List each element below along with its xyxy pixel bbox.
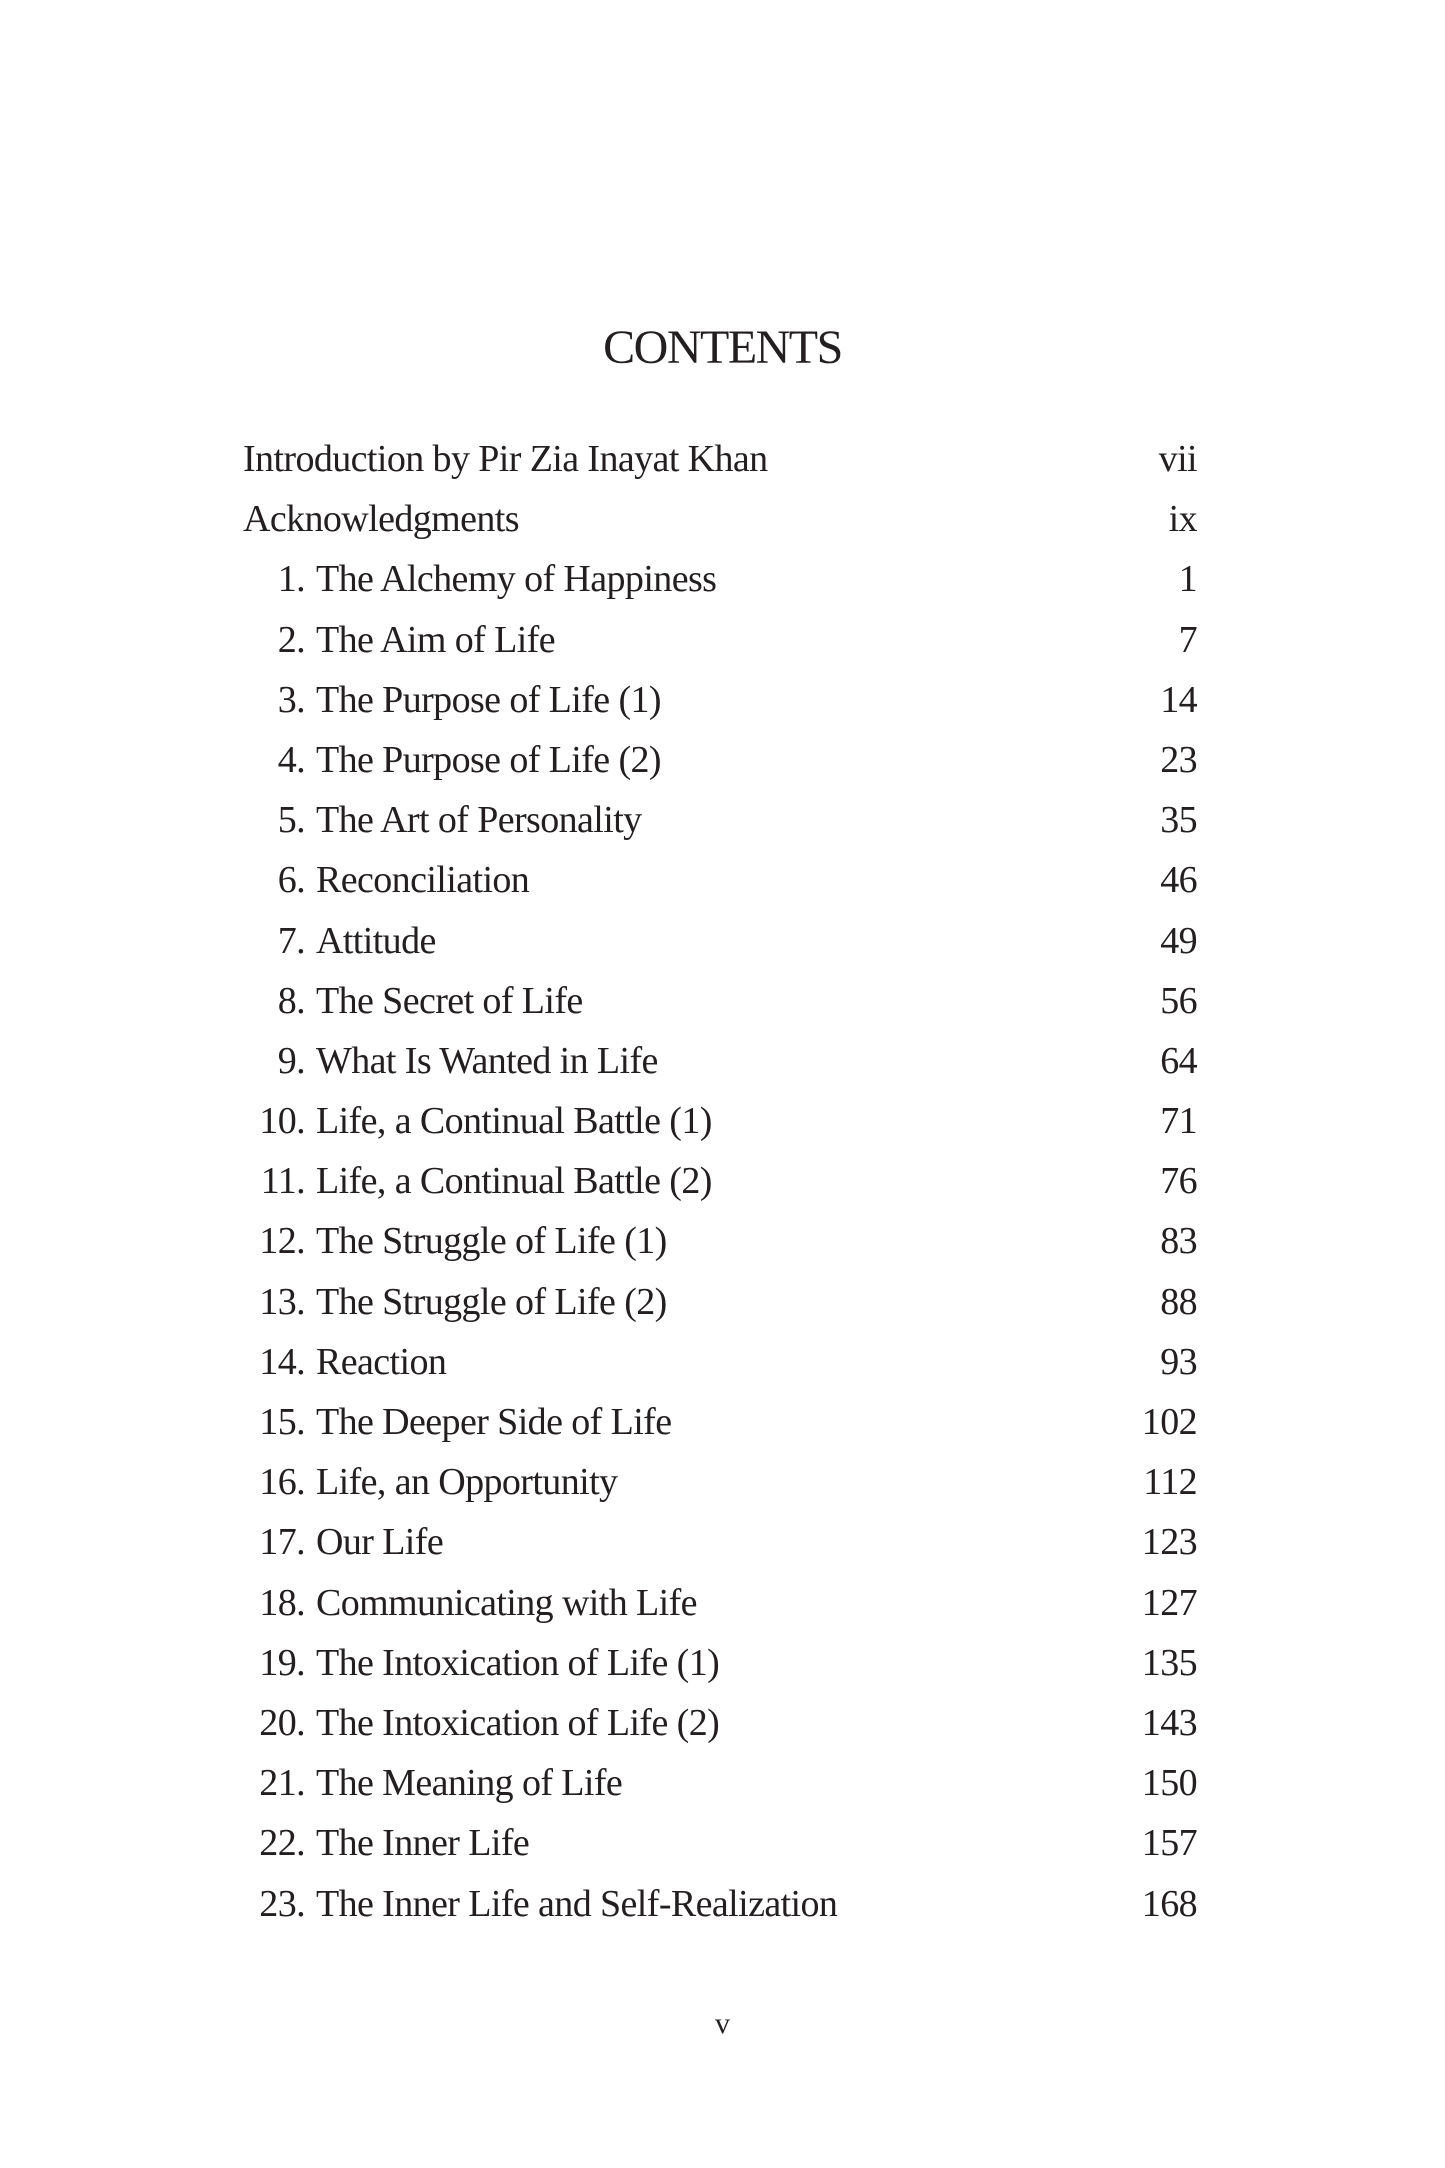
toc-entry-chapter[interactable] <box>0 1753 1445 1813</box>
chapter-page: 76 <box>1160 1160 1197 1203</box>
toc-entry-chapter[interactable] <box>0 1633 1445 1693</box>
chapter-number: 17. <box>259 1521 305 1564</box>
toc-entry-page: ix <box>1168 498 1197 541</box>
toc-entry-chapter[interactable] <box>0 1452 1445 1512</box>
chapter-page: 168 <box>1141 1882 1197 1925</box>
chapter-page: 127 <box>1141 1581 1197 1624</box>
chapter-title: The Inner Life and Self-Realization <box>316 1882 838 1925</box>
chapter-title: Life, a Continual Battle (1) <box>316 1100 712 1143</box>
chapter-number: 20. <box>259 1701 305 1744</box>
chapter-number: 22. <box>259 1822 305 1865</box>
chapter-title: The Meaning of Life <box>316 1762 623 1805</box>
chapter-title: The Art of Personality <box>316 799 642 842</box>
chapter-number: 21. <box>259 1762 305 1805</box>
toc-entry-chapter[interactable] <box>0 670 1445 730</box>
chapter-title: The Purpose of Life (1) <box>316 678 661 721</box>
chapter-page: 88 <box>1160 1280 1197 1323</box>
chapter-page: 150 <box>1141 1762 1197 1805</box>
chapter-page: 23 <box>1160 738 1197 781</box>
chapter-number: 6. <box>277 859 305 902</box>
chapter-title: The Struggle of Life (1) <box>316 1220 667 1263</box>
toc-entry-chapter[interactable] <box>0 971 1445 1031</box>
chapter-number: 8. <box>277 979 305 1022</box>
toc-entry-chapter[interactable] <box>0 1091 1445 1151</box>
chapter-title: The Purpose of Life (2) <box>316 738 661 781</box>
chapter-number: 19. <box>259 1641 305 1684</box>
chapter-number: 15. <box>259 1401 305 1443</box>
toc-entry-chapter[interactable] <box>0 1573 1445 1633</box>
toc-entry-chapter[interactable] <box>0 1151 1445 1211</box>
page-number: v <box>715 2007 730 2040</box>
chapter-page: 71 <box>1160 1100 1197 1143</box>
chapter-title: The Secret of Life <box>316 979 583 1022</box>
chapter-number: 2. <box>277 618 305 661</box>
toc-entry-chapter[interactable] <box>0 1392 1445 1452</box>
chapter-number: 5. <box>277 799 305 842</box>
toc-entry-chapter[interactable] <box>0 1813 1445 1873</box>
toc-entry-acknowledgments[interactable] <box>0 489 1445 549</box>
chapter-page: 102 <box>1141 1401 1197 1443</box>
chapter-page: 143 <box>1141 1701 1197 1744</box>
toc-entry-chapter[interactable] <box>0 610 1445 670</box>
chapter-title: Communicating with Life <box>316 1581 697 1624</box>
chapter-title: Life, a Continual Battle (2) <box>316 1160 712 1203</box>
chapter-page: 112 <box>1143 1461 1197 1504</box>
chapter-page: 14 <box>1160 678 1197 721</box>
chapter-page: 56 <box>1160 979 1197 1022</box>
toc-entry-chapter[interactable] <box>0 1031 1445 1091</box>
chapter-title: Attitude <box>316 919 436 962</box>
chapter-title: Reaction <box>316 1340 447 1383</box>
chapter-page: 157 <box>1141 1822 1197 1865</box>
toc-entry-chapter[interactable] <box>0 1272 1445 1332</box>
chapter-page: 135 <box>1141 1641 1197 1684</box>
chapter-number: 23. <box>259 1882 305 1925</box>
chapter-number: 14. <box>259 1340 305 1383</box>
chapter-number: 13. <box>259 1280 305 1323</box>
toc-entry-chapter[interactable] <box>0 1512 1445 1572</box>
chapter-title: Our Life <box>316 1521 444 1564</box>
chapter-page: 1 <box>1178 558 1197 601</box>
toc-entry-chapter[interactable] <box>0 730 1445 790</box>
toc-entry-chapter[interactable] <box>0 1874 1445 1934</box>
chapter-number: 18. <box>259 1581 305 1624</box>
chapter-page: 93 <box>1160 1340 1197 1383</box>
chapter-title: The Aim of Life <box>316 618 555 661</box>
chapter-page: 123 <box>1141 1521 1197 1564</box>
chapter-number: 16. <box>259 1461 305 1504</box>
chapter-number: 12. <box>259 1220 305 1263</box>
chapter-page: 46 <box>1160 859 1197 902</box>
chapter-title: The Struggle of Life (2) <box>316 1280 667 1323</box>
chapter-number: 1. <box>277 558 305 601</box>
chapter-page: 64 <box>1160 1039 1197 1082</box>
chapter-page: 35 <box>1160 799 1197 842</box>
chapter-title: The Inner Life <box>316 1822 530 1865</box>
toc-entry-chapter[interactable] <box>0 850 1445 910</box>
toc-entry-chapter[interactable] <box>0 549 1445 609</box>
table-of-contents <box>0 429 1445 1934</box>
toc-entry-chapter[interactable] <box>0 1211 1445 1271</box>
chapter-number: 11. <box>260 1160 305 1203</box>
chapter-number: 9. <box>277 1039 305 1082</box>
toc-entry-chapter[interactable] <box>0 1693 1445 1753</box>
toc-entry-title: Acknowledgments <box>243 498 519 541</box>
chapter-title: The Intoxication of Life (2) <box>316 1701 720 1744</box>
chapter-number: 3. <box>277 678 305 721</box>
toc-entry-chapter[interactable] <box>0 1332 1445 1392</box>
chapter-number: 10. <box>259 1100 305 1143</box>
chapter-page: 7 <box>1178 618 1197 661</box>
chapter-number: 4. <box>277 738 305 781</box>
toc-entry-title: Introduction by Pir Zia Inayat Khan <box>243 438 768 480</box>
toc-entry-chapter[interactable] <box>0 790 1445 850</box>
chapter-page: 49 <box>1160 919 1197 962</box>
chapter-title: Life, an Opportunity <box>316 1461 618 1504</box>
chapter-title: What Is Wanted in Life <box>316 1039 658 1082</box>
page-title: CONTENTS <box>603 321 842 374</box>
chapter-page: 83 <box>1160 1220 1197 1263</box>
chapter-title: The Deeper Side of Life <box>316 1401 672 1443</box>
toc-entry-page: vii <box>1158 438 1197 480</box>
chapter-number: 7. <box>277 919 305 962</box>
toc-entry-introduction[interactable] <box>0 429 1445 489</box>
chapter-title: The Intoxication of Life (1) <box>316 1641 720 1684</box>
chapter-title: Reconciliation <box>316 859 530 902</box>
toc-entry-chapter[interactable] <box>0 911 1445 971</box>
chapter-title: The Alchemy of Happiness <box>316 558 717 601</box>
